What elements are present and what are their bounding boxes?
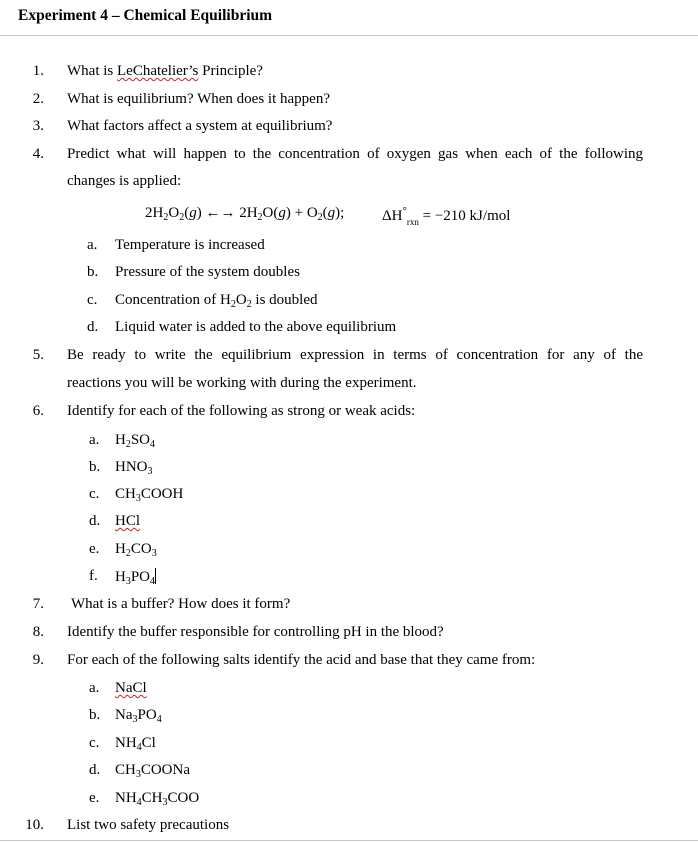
enthalpy-value: $\Delta H^\circ_{rxn} = -210$ kJ/mol <box>382 205 511 227</box>
divider-top <box>0 35 698 36</box>
question-number: 8. <box>32 624 44 640</box>
list-item: a. $H_2SO_4$ <box>89 432 156 450</box>
list-item: c. Concentration of $H_2O_2$ is doubled <box>87 292 318 310</box>
question-number: 10. <box>25 817 44 833</box>
question-number: 6. <box>32 403 44 419</box>
question-text: For each of the following salts identify the acid and base that they came from: <box>67 652 536 668</box>
double-arrow-icon: ←→ <box>205 205 236 221</box>
list-item: e. $H_2CO_3$ <box>89 541 157 559</box>
list-item: e. $NH_4CH_3COO$ <box>89 790 200 808</box>
question-number: 2. <box>32 91 44 107</box>
question-text: What is LeChatelier’s Principle? <box>67 63 263 79</box>
question-text-line1: Predict what will happen to the concentration of oxygen gas when each of the following <box>67 146 643 162</box>
list-item: b. Pressure of the system doubles <box>87 264 300 280</box>
question-text: Identify for each of the following as strong or weak acids: <box>67 403 416 419</box>
question-text-line1: Be ready to write the equilibrium expression in terms of concentration for any of the <box>67 347 643 363</box>
list-item: f. $H_3PO_4$ <box>89 568 156 587</box>
list-item: a. NaCl <box>89 680 147 696</box>
question-text: List two safety precautions <box>67 817 230 833</box>
question-text: What is a buffer? How does it form? <box>71 596 291 612</box>
divider-bottom <box>0 840 698 841</box>
question-number: 3. <box>32 118 44 134</box>
question-number: 5. <box>32 347 44 363</box>
text-cursor <box>155 568 156 584</box>
list-item: b. $HNO_3$ <box>89 459 153 477</box>
question-text-line2: changes is applied: <box>67 173 182 189</box>
question-text-line2: reactions you will be working with during the experiment. <box>67 375 417 391</box>
question-text: Identify the buffer responsible for controlling pH in the blood? <box>67 624 444 640</box>
question-text: What is equilibrium? When does it happen? <box>67 91 330 107</box>
list-item: c. $CH_3COOH$ <box>89 486 184 504</box>
question-number: 1. <box>32 63 44 79</box>
question-text: What factors affect a system at equilibrium? <box>67 118 333 134</box>
question-number: 4. <box>32 146 44 162</box>
question-number: 7. <box>32 596 44 612</box>
list-item: b. $Na_3PO_4$ <box>89 707 162 725</box>
reaction-equation: $2H_2O_2(g)$ ←→ $2H_2O(g) + O_2(g)$; <box>145 205 345 223</box>
list-item: d. $CH_3COONa$ <box>89 762 191 780</box>
list-item: d. Liquid water is added to the above equilibrium <box>87 319 397 335</box>
question-number: 9. <box>32 652 44 668</box>
list-item: c. $NH_4Cl$ <box>89 735 156 753</box>
list-item: a. Temperature is increased <box>87 237 265 253</box>
page-title: Experiment 4 – Chemical Equilibrium <box>18 7 273 24</box>
list-item: d. HCl <box>89 513 141 529</box>
